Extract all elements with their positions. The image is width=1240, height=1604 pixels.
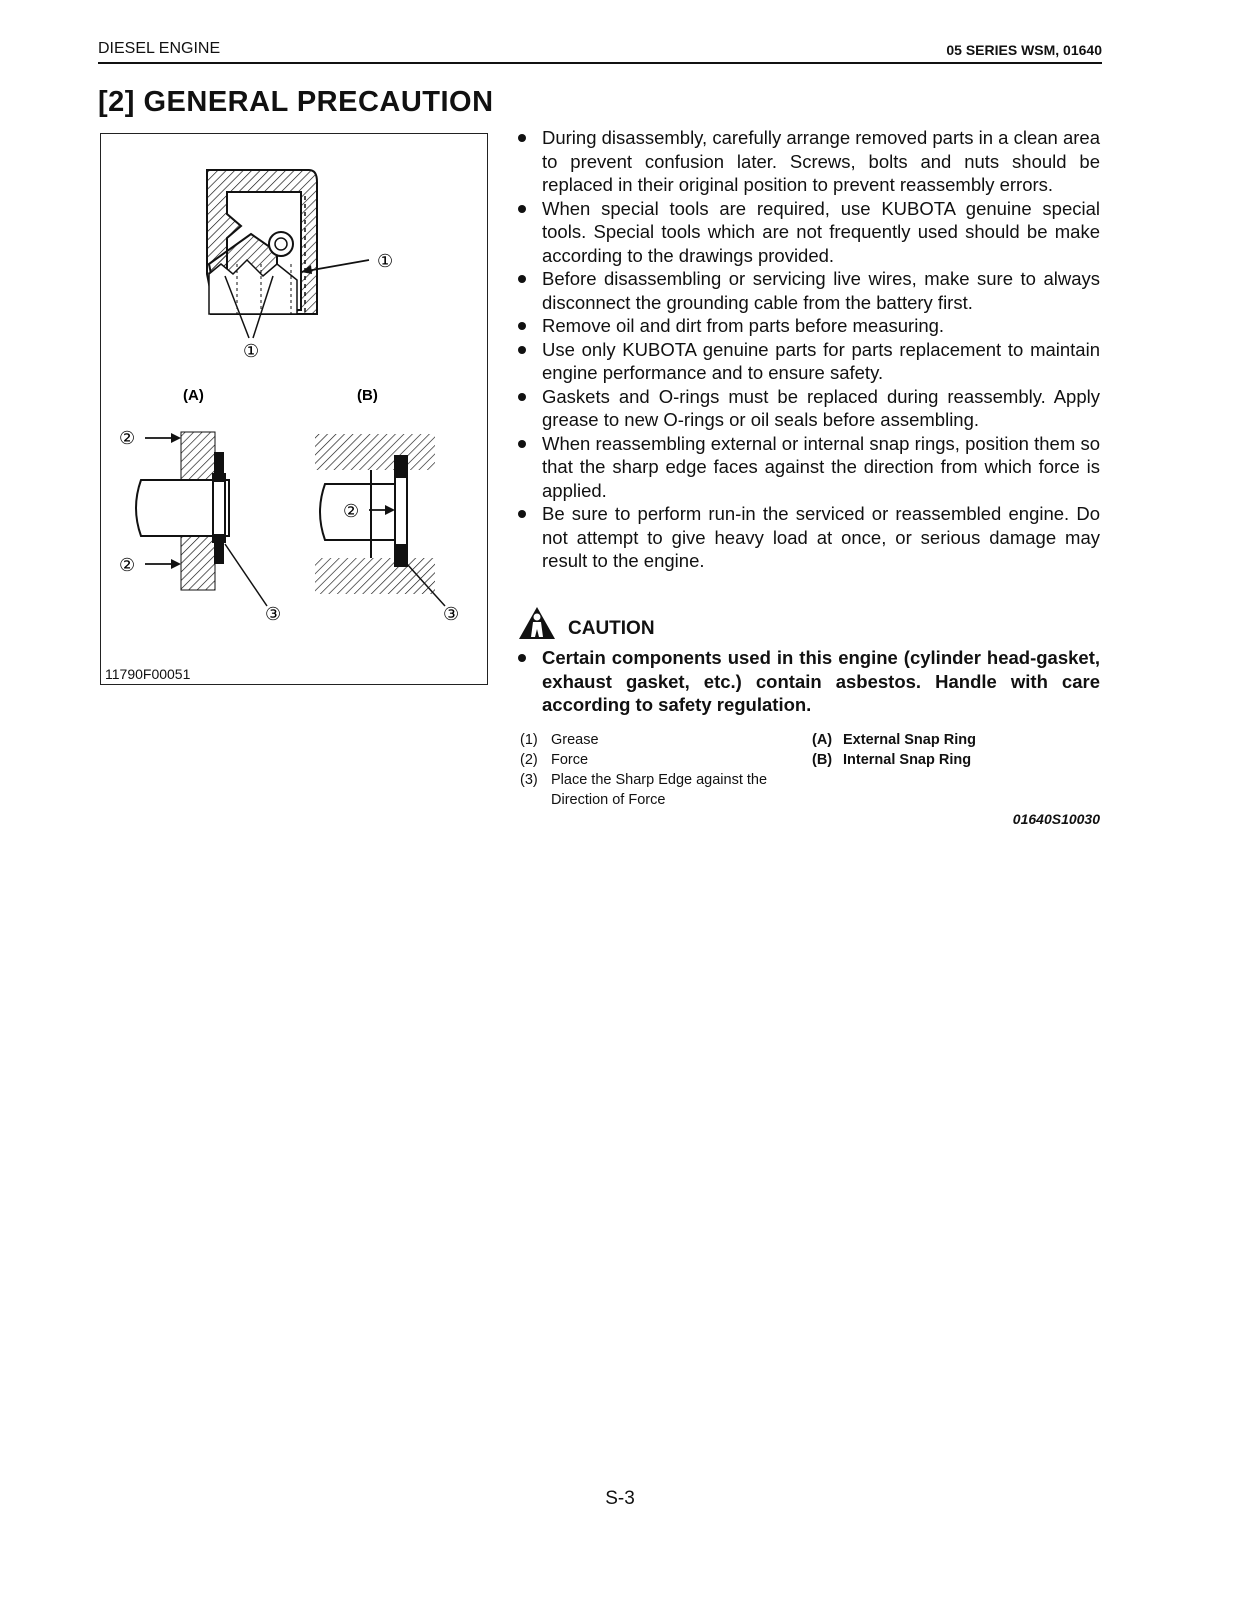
section-title: [2] GENERAL PRECAUTION	[98, 86, 494, 118]
list-item: Use only KUBOTA genuine parts for parts replacement to maintain engine performance and to ensure safety.	[515, 338, 1100, 385]
seal-snap-ring-diagram	[101, 134, 489, 686]
legend-num: (B)	[812, 752, 833, 768]
callout-1-upper: ①	[377, 251, 394, 272]
callout-3-b: ③	[443, 604, 460, 625]
legend-text: Internal Snap Ring	[843, 752, 972, 768]
header-section-title: DIESEL ENGINE	[98, 40, 221, 57]
figure-code: 11790F00051	[105, 666, 191, 682]
callout-1-lower: ①	[243, 341, 260, 362]
legend-text: Place the Sharp Edge against the Direction of Force	[551, 772, 768, 808]
page-header	[98, 38, 1102, 64]
callout-3-a: ③	[265, 604, 282, 625]
legend-num: (1)	[520, 732, 538, 748]
list-item: Remove oil and dirt from parts before measuring.	[515, 314, 1100, 338]
legend-item	[812, 750, 1092, 770]
legend-num: (2)	[520, 752, 538, 768]
list-item: During disassembly, carefully arrange removed parts in a clean area to prevent confusion later. Screws, bolts and nuts should be replaced in their original position to prevent reassembly errors.	[515, 126, 1100, 197]
legend-item	[520, 730, 800, 750]
precaution-list	[515, 126, 1100, 573]
legend-num: (3)	[520, 772, 538, 788]
callout-2-upper: ②	[119, 428, 136, 449]
legend-text: Force	[551, 752, 589, 768]
caution-text: Certain components used in this engine (cylinder head-gasket, exhaust gasket, etc.) contain asbestos. Handle with care according to safety regulation.	[515, 646, 1100, 717]
oil-seal-drawing	[207, 170, 369, 338]
header-manual-id: 05 SERIES WSM, 01640	[946, 42, 1102, 58]
list-item: Be sure to perform run-in the serviced or reassembled engine. Do not attempt to give heavy load at once, or serious damage may result to the engine.	[515, 502, 1100, 573]
legend-numbered	[520, 730, 800, 810]
caution-list	[515, 646, 1100, 717]
internal-snap-ring-drawing	[315, 434, 445, 606]
legend-num: (A)	[812, 732, 833, 748]
label-a: (A)	[183, 387, 204, 404]
external-snap-ring-drawing	[136, 432, 267, 606]
list-item: Gaskets and O-rings must be replaced during reassembly. Apply grease to new O-rings or oil seals before assembling.	[515, 385, 1100, 432]
legend-text: Grease	[551, 732, 599, 748]
list-item: When special tools are required, use KUBOTA genuine special tools. Special tools which are not frequently used should be make according to the drawings provided.	[515, 197, 1100, 268]
legend-text: External Snap Ring	[843, 732, 976, 748]
list-item: Before disassembling or servicing live wires, make sure to always disconnect the grounding cable from the battery first.	[515, 267, 1100, 314]
page-number: S-3	[605, 1488, 635, 1509]
legend-lettered	[812, 730, 1092, 770]
precaution-figure	[100, 133, 488, 685]
legend-item	[812, 730, 1092, 750]
legend-item	[520, 750, 800, 770]
callout-2-lower: ②	[119, 555, 136, 576]
warning-icon	[517, 605, 557, 641]
legend-item	[520, 770, 800, 810]
caution-label: CAUTION	[568, 618, 655, 639]
label-b: (B)	[357, 387, 378, 404]
callout-2-b: ②	[343, 501, 360, 522]
document-code: 01640S10030	[1012, 811, 1100, 827]
list-item: When reassembling external or internal snap rings, position them so that the sharp edge faces against the direction from which force is applied.	[515, 432, 1100, 503]
